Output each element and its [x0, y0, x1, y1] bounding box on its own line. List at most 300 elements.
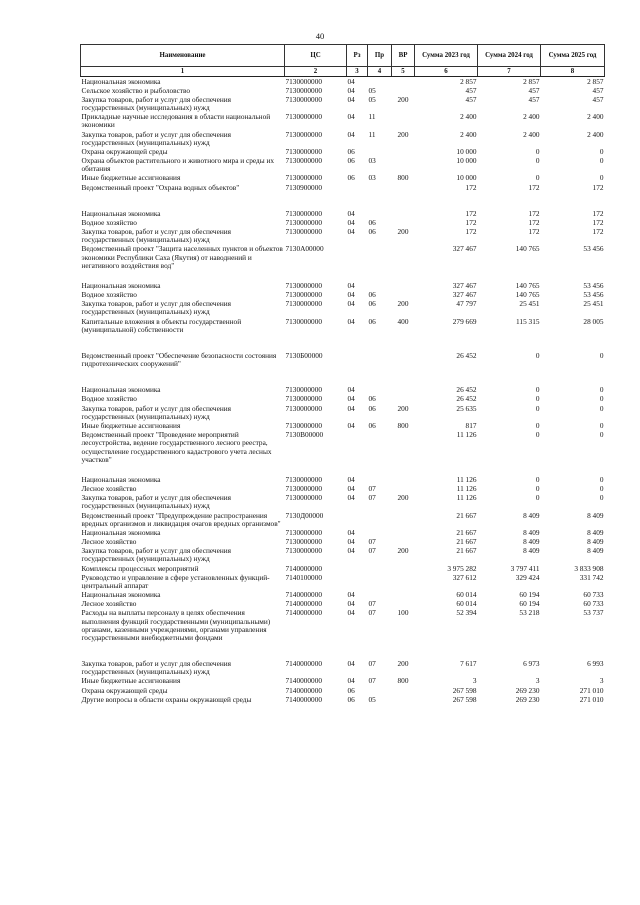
- row-vr: [392, 183, 415, 192]
- row-pr: 07: [368, 676, 376, 686]
- spacer-cell: [81, 464, 605, 475]
- row-rz: 04: [347, 94, 355, 104]
- budget-table: [80, 44, 605, 704]
- row-sum-2024: 0: [535, 474, 540, 484]
- row-code: 7130000000: [285, 421, 322, 430]
- table-row: [81, 300, 605, 317]
- header-pr: Пр: [368, 45, 392, 67]
- row-sum-2025: 0: [599, 394, 604, 404]
- row-sum-2024: 140 765: [515, 290, 540, 300]
- row-code: 7130000000: [285, 527, 322, 537]
- row-name: Закупка товаров, работ и услуг для обеспечения государственных (муниципальных) нужд: [81, 493, 231, 511]
- row-code: 7140000000: [285, 685, 322, 695]
- table-row: [81, 228, 605, 245]
- row-pr: 11: [368, 129, 376, 139]
- row-vr: 200: [397, 493, 409, 503]
- row-code: 7140000000: [285, 676, 322, 686]
- row-pr: 06: [368, 316, 376, 326]
- row-sum-2024: 0: [535, 421, 540, 430]
- row-sum-2025: 0: [599, 484, 604, 494]
- row-vr: 100: [397, 608, 409, 618]
- row-rz: 04: [347, 590, 355, 600]
- row-sum-2024: 8 409: [523, 527, 540, 537]
- row-sum-2025: 172: [592, 182, 604, 192]
- row-sum-2023: 172: [465, 227, 477, 237]
- row-code: 7130000000: [285, 290, 322, 300]
- table-row: [81, 113, 605, 130]
- row-sum-2024: 140 765: [515, 244, 540, 254]
- row-sum-2025: 60 733: [583, 590, 604, 600]
- row-sum-2023: 2 857: [460, 76, 477, 86]
- row-pr: 06: [368, 394, 376, 404]
- row-code: 7130Д00000: [285, 510, 324, 520]
- row-sum-2025: 0: [599, 474, 604, 484]
- column-number: 6: [415, 67, 478, 77]
- row-sum-2023: 3 975 282: [447, 563, 477, 573]
- header-rz: Рз: [347, 45, 368, 67]
- row-code: 7140000000: [285, 608, 322, 618]
- row-rz: 04: [347, 280, 355, 290]
- spacer-cell: [81, 643, 605, 660]
- row-sum-2023: 26 452: [456, 385, 477, 395]
- row-pr: 07: [368, 659, 376, 669]
- row-rz: 04: [347, 403, 355, 413]
- row-pr: [368, 77, 392, 87]
- row-sum-2024: 457: [528, 94, 540, 104]
- row-code: 7130000000: [285, 173, 322, 183]
- table-row: [81, 660, 605, 677]
- row-pr: 06: [368, 403, 376, 413]
- row-sum-2023: 2 400: [460, 112, 477, 122]
- row-pr: 07: [368, 493, 376, 503]
- table-row: [81, 317, 605, 334]
- table-row: [81, 511, 605, 528]
- row-name: Комплексы процессных мероприятий: [81, 563, 199, 573]
- row-sum-2024: 8 409: [523, 510, 540, 520]
- row-sum-2023: 10 000: [456, 173, 477, 183]
- row-vr: [392, 113, 415, 130]
- row-sum-2025: 2 400: [587, 129, 604, 139]
- column-number: 8: [541, 67, 605, 77]
- row-pr: [368, 686, 392, 695]
- row-sum-2024: 2 857: [523, 76, 540, 86]
- row-sum-2025: 0: [599, 350, 604, 360]
- row-rz: 04: [347, 537, 355, 547]
- row-name: Ведомственный проект "Защита населенных пунктов и объектов экономики Республики Саха (Якутия) от наводнений и негативного воздействия вод": [81, 244, 283, 270]
- row-pr: 06: [368, 227, 376, 237]
- row-vr: 200: [397, 129, 409, 139]
- row-rz: 04: [347, 599, 355, 609]
- row-sum-2023: 21 667: [456, 537, 477, 547]
- row-sum-2024: 172: [528, 227, 540, 237]
- row-code: 7130000000: [285, 394, 322, 404]
- row-sum-2024: 60 194: [519, 599, 540, 609]
- row-sum-2023: 327 467: [452, 244, 477, 254]
- row-sum-2024: 172: [528, 217, 540, 227]
- column-number: 3: [347, 67, 368, 77]
- row-sum-2023: 327 612: [452, 572, 477, 582]
- row-sum-2024: 2 400: [523, 129, 540, 139]
- row-vr: [392, 395, 415, 404]
- row-sum-2023: 47 797: [456, 299, 477, 309]
- row-pr: 05: [368, 694, 376, 704]
- row-sum-2025: 8 409: [587, 537, 604, 547]
- row-sum-2023: 21 667: [456, 510, 477, 520]
- column-number: 5: [392, 67, 415, 77]
- row-vr: 200: [397, 299, 409, 309]
- row-rz: 04: [347, 474, 355, 484]
- row-sum-2024: 0: [535, 493, 540, 503]
- row-vr: 200: [397, 659, 409, 669]
- row-code: 7130000000: [285, 546, 322, 556]
- row-name: Иные бюджетные ассигнования: [81, 421, 181, 430]
- row-spacer: [81, 192, 605, 209]
- row-rz: 04: [347, 421, 355, 430]
- row-name: Прикладные научные исследования в области национальной экономики: [81, 112, 271, 130]
- row-sum-2025: 60 733: [583, 599, 604, 609]
- row-name: Водное хозяйство: [81, 394, 137, 404]
- row-sum-2023: 279 669: [452, 316, 477, 326]
- row-code: 7140000000: [285, 590, 322, 600]
- row-code: 7130000000: [285, 208, 322, 218]
- table-row: [81, 351, 605, 368]
- row-code: 7130000000: [285, 156, 322, 166]
- row-vr: [392, 351, 415, 368]
- row-sum-2025: 8 409: [587, 546, 604, 556]
- table-row: [81, 183, 605, 192]
- row-sum-2023: 327 467: [452, 290, 477, 300]
- row-rz: 04: [347, 659, 355, 669]
- row-vr: [392, 686, 415, 695]
- row-code: 7140000000: [285, 563, 322, 573]
- row-name: Лесное хозяйство: [81, 537, 137, 547]
- row-rz: [347, 564, 368, 573]
- row-rz: 04: [347, 608, 355, 618]
- row-sum-2024: 0: [535, 146, 540, 156]
- row-vr: [392, 528, 415, 537]
- row-sum-2025: 0: [599, 156, 604, 166]
- row-sum-2023: 60 014: [456, 599, 477, 609]
- row-code: 7130000000: [285, 112, 322, 122]
- row-sum-2023: 21 667: [456, 527, 477, 537]
- row-name: Водное хозяйство: [81, 217, 137, 227]
- row-sum-2025: 25 451: [583, 299, 604, 309]
- row-sum-2025: 2 857: [587, 76, 604, 86]
- row-pr: [368, 511, 392, 528]
- row-sum-2025: 271 010: [579, 694, 604, 704]
- row-sum-2023: 267 598: [452, 694, 477, 704]
- row-sum-2025: 457: [592, 94, 604, 104]
- row-sum-2023: 21 667: [456, 546, 477, 556]
- row-vr: [392, 431, 415, 465]
- column-number: 4: [368, 67, 392, 77]
- row-rz: 04: [347, 76, 355, 86]
- spacer-cell: [81, 192, 605, 209]
- row-pr: 07: [368, 537, 376, 547]
- header-name: Наименование: [81, 45, 285, 67]
- row-pr: 05: [368, 85, 376, 95]
- row-code: 7140100000: [285, 572, 322, 582]
- row-sum-2024: 172: [528, 208, 540, 218]
- row-sum-2023: 7 617: [460, 659, 477, 669]
- row-sum-2023: 52 394: [456, 608, 477, 618]
- row-code: 7130000000: [285, 493, 322, 503]
- row-sum-2024: 6 973: [523, 659, 540, 669]
- row-name: Национальная экономика: [81, 474, 161, 484]
- row-vr: [392, 157, 415, 174]
- row-pr: 03: [368, 173, 376, 183]
- row-sum-2024: 0: [535, 385, 540, 395]
- row-code: 7130000000: [285, 537, 322, 547]
- row-code: 7140000000: [285, 659, 322, 669]
- row-name: Национальная экономика: [81, 280, 161, 290]
- header-vr: ВР: [392, 45, 415, 67]
- row-name: Закупка товаров, работ и услуг для обеспечения государственных (муниципальных) нужд: [81, 94, 231, 113]
- row-sum-2025: 53 456: [583, 244, 604, 254]
- row-rz: 04: [347, 217, 355, 227]
- row-rz: 04: [347, 316, 355, 326]
- table-row: [81, 564, 605, 573]
- header-2025: Сумма 2025 год: [541, 45, 605, 67]
- row-sum-2025: 8 409: [587, 527, 604, 537]
- row-rz: 04: [347, 85, 355, 95]
- row-sum-2025: 0: [599, 146, 604, 156]
- row-sum-2024: 25 451: [519, 299, 540, 309]
- row-name: Капитальные вложения в объекты государственной (муниципальной) собственности: [81, 316, 242, 334]
- row-spacer: [81, 643, 605, 660]
- row-code: 7140000000: [285, 599, 322, 609]
- row-sum-2024: 0: [535, 173, 540, 183]
- row-sum-2023: 172: [465, 182, 477, 192]
- row-rz: 04: [347, 299, 355, 309]
- row-pr: [368, 431, 392, 465]
- row-sum-2025: 3: [599, 676, 604, 686]
- row-rz: 06: [347, 156, 355, 166]
- row-sum-2024: 0: [535, 484, 540, 494]
- row-pr: 06: [368, 217, 376, 227]
- row-sum-2024: 3: [535, 676, 540, 686]
- row-sum-2023: 11 126: [456, 474, 477, 484]
- row-vr: [392, 386, 415, 395]
- row-pr: [368, 573, 392, 590]
- row-vr: 200: [397, 227, 409, 237]
- row-rz: 04: [347, 227, 355, 237]
- row-rz: 04: [347, 385, 355, 395]
- row-sum-2024: 0: [535, 430, 540, 440]
- row-vr: 400: [397, 316, 409, 326]
- row-sum-2025: 53 456: [583, 280, 604, 290]
- row-pr: [368, 183, 392, 192]
- row-sum-2025: 53 456: [583, 290, 604, 300]
- row-rz: [347, 573, 368, 590]
- row-code: 7130В00000: [285, 430, 324, 440]
- row-sum-2025: 331 742: [579, 572, 604, 582]
- row-pr: 03: [368, 156, 376, 166]
- row-name: Национальная экономика: [81, 527, 161, 537]
- row-rz: [347, 183, 368, 192]
- row-sum-2024: 8 409: [523, 546, 540, 556]
- row-vr: [392, 475, 415, 484]
- row-vr: [392, 564, 415, 573]
- row-sum-2023: 25 635: [456, 403, 477, 413]
- row-sum-2023: 10 000: [456, 146, 477, 156]
- table-body: [81, 77, 605, 705]
- row-code: 7130900000: [285, 182, 322, 192]
- table-row: [81, 431, 605, 465]
- row-vr: [392, 245, 415, 271]
- row-sum-2024: 269 230: [515, 685, 540, 695]
- row-sum-2025: 172: [592, 217, 604, 227]
- row-code: 7130Б00000: [285, 350, 323, 360]
- row-rz: 04: [347, 290, 355, 300]
- table-row: [81, 95, 605, 112]
- row-pr: 06: [368, 421, 376, 430]
- row-sum-2024: 2 400: [523, 112, 540, 122]
- row-sum-2023: 327 467: [452, 280, 477, 290]
- row-spacer: [81, 270, 605, 281]
- row-sum-2025: 0: [599, 403, 604, 413]
- row-spacer: [81, 369, 605, 386]
- row-sum-2025: 172: [592, 227, 604, 237]
- row-name: Закупка товаров, работ и услуг для обеспечения государственных (муниципальных) нужд: [81, 546, 231, 564]
- row-rz: 04: [347, 112, 355, 122]
- row-sum-2024: 140 765: [515, 280, 540, 290]
- row-name: Закупка товаров, работ и услуг для обеспечения государственных (муниципальных) нужд: [81, 659, 231, 677]
- table-row: [81, 386, 605, 395]
- table-row: [81, 695, 605, 704]
- row-rz: [347, 431, 368, 465]
- row-code: 7130000000: [285, 280, 322, 290]
- row-vr: 200: [397, 94, 409, 104]
- row-code: 7130000000: [285, 316, 322, 326]
- table-row: [81, 130, 605, 147]
- row-sum-2024: 115 315: [516, 316, 540, 326]
- table-row: [81, 677, 605, 686]
- row-pr: 07: [368, 546, 376, 556]
- table-row: [81, 686, 605, 695]
- row-sum-2023: 2 400: [460, 129, 477, 139]
- spacer-cell: [81, 369, 605, 386]
- table-row: [81, 494, 605, 511]
- row-vr: [392, 147, 415, 156]
- row-rz: 04: [347, 676, 355, 686]
- row-sum-2025: 0: [599, 421, 604, 430]
- row-code: 7130000000: [285, 474, 322, 484]
- row-sum-2024: 0: [535, 394, 540, 404]
- row-sum-2023: 3: [472, 676, 477, 686]
- row-sum-2023: 457: [465, 85, 477, 95]
- table-row: [81, 609, 605, 643]
- table-row: [81, 395, 605, 404]
- row-code: 7130000000: [285, 484, 322, 494]
- row-sum-2025: 0: [599, 385, 604, 395]
- row-name: Национальная экономика: [81, 385, 161, 395]
- row-pr: 06: [368, 299, 376, 309]
- row-sum-2025: 2 400: [587, 112, 604, 122]
- row-rz: 04: [347, 527, 355, 537]
- row-rz: 06: [347, 173, 355, 183]
- row-pr: 07: [368, 484, 376, 494]
- row-sum-2024: 60 194: [519, 590, 540, 600]
- row-name: Руководство и управление в сфере установленных функций-центральный аппарат: [81, 572, 270, 590]
- row-name: Закупка товаров, работ и услуг для обеспечения государственных (муниципальных) нужд: [81, 227, 231, 245]
- row-sum-2023: 172: [465, 217, 477, 227]
- row-name: Водное хозяйство: [81, 290, 137, 300]
- table-row: [81, 209, 605, 218]
- row-name: Расходы на выплаты персоналу в целях обеспечения выполнения функций государственными (муниципальными) органами, казенными учреждениями, органами управления государственными внебюджетными фондами: [81, 608, 271, 642]
- row-vr: [392, 511, 415, 528]
- row-name: Сельское хозяйство и рыболовство: [81, 85, 191, 95]
- row-rz: 06: [347, 685, 355, 695]
- row-rz: 06: [347, 694, 355, 704]
- header-code: ЦС: [285, 45, 347, 67]
- row-vr: [392, 695, 415, 704]
- row-sum-2023: 267 598: [452, 685, 477, 695]
- row-sum-2025: 271 010: [579, 685, 604, 695]
- row-name: Национальная экономика: [81, 208, 161, 218]
- header-row: [81, 45, 605, 67]
- row-vr: 200: [397, 546, 409, 556]
- row-pr: 11: [368, 112, 376, 122]
- row-sum-2024: 0: [535, 156, 540, 166]
- row-name: Национальная экономика: [81, 76, 161, 86]
- row-pr: 05: [368, 94, 376, 104]
- row-pr: [368, 564, 392, 573]
- table-row: [81, 77, 605, 87]
- table-row: [81, 245, 605, 271]
- column-number: 2: [285, 67, 347, 77]
- row-pr: [368, 245, 392, 271]
- row-rz: 04: [347, 208, 355, 218]
- page-number: 40: [315, 31, 325, 41]
- row-vr: [392, 573, 415, 590]
- row-code: 7130A00000: [285, 244, 324, 254]
- spacer-cell: [81, 270, 605, 281]
- row-name: Иные бюджетные ассигнования: [81, 173, 181, 183]
- spacer-cell: [81, 334, 605, 351]
- row-name: Лесное хозяйство: [81, 599, 137, 609]
- row-code: 7130000000: [285, 299, 322, 309]
- row-code: 7130000000: [285, 403, 322, 413]
- row-rz: [347, 351, 368, 368]
- row-sum-2025: 3 833 908: [574, 563, 604, 573]
- row-rz: [347, 511, 368, 528]
- row-name: Ведомственный проект "Проведение мероприятий лесоустройства, ведение государственного лесного реестра, осуществление государственного кадастрового учета лесных участков": [81, 430, 272, 464]
- row-vr: [392, 591, 415, 600]
- row-sum-2024: 329 424: [515, 572, 540, 582]
- row-sum-2024: 269 230: [515, 694, 540, 704]
- row-pr: 07: [368, 599, 376, 609]
- row-sum-2024: 8 409: [523, 537, 540, 547]
- row-rz: 04: [347, 484, 355, 494]
- table-row: [81, 174, 605, 183]
- row-name: Национальная экономика: [81, 590, 161, 600]
- row-name: Охрана объектов растительного и животного мира и среды их обитания: [81, 156, 275, 174]
- row-name: Другие вопросы в области охраны окружающей среды: [81, 694, 252, 704]
- row-sum-2025: 172: [592, 208, 604, 218]
- row-code: 7140000000: [285, 694, 322, 704]
- row-sum-2023: 11 126: [456, 430, 477, 440]
- row-sum-2023: 11 126: [456, 493, 477, 503]
- row-sum-2025: 53 737: [583, 608, 604, 618]
- row-sum-2023: 817: [465, 421, 477, 430]
- row-rz: 06: [347, 146, 355, 156]
- column-number-row: [81, 67, 605, 77]
- row-code: 7130000000: [285, 94, 322, 104]
- column-number: 1: [81, 67, 285, 77]
- table-row: [81, 547, 605, 564]
- row-pr: 06: [368, 290, 376, 300]
